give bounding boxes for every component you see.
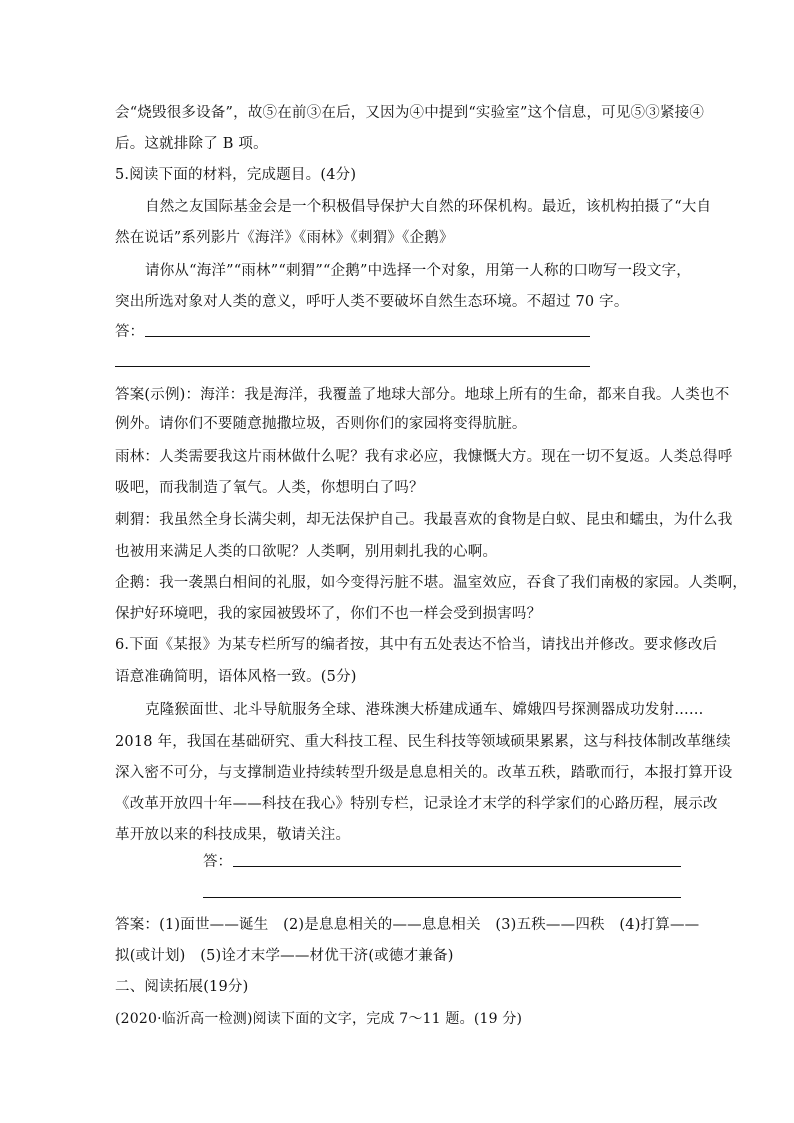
question-6-material: 2018 年，我国在基础研究、重大科技工程、民生科技等领域硕果累累，这与科技体制改革继续 (115, 734, 731, 750)
answer-5-text: 例外。请你们不要随意抛撒垃圾，否则你们的家园将变得肮脏。 (115, 416, 527, 432)
text-line: 后。这就排除了 B 项。 (115, 136, 268, 152)
question-6-material: 深入密不可分，与支撑制造业持续转型升级是息息相关的。改革五秩，踏歌而行，本报打算开设 (115, 765, 733, 781)
answer-5-text: 雨林：人类需要我这片雨林做什么呢？我有求必应，我慷慨大方。现在一切不复返。人类总得呼 (115, 449, 733, 465)
answer-6-text: 拟(或计划) (5)诠才末学——材优干济(或德才兼备) (115, 948, 454, 964)
answer-label: 答： (203, 854, 232, 870)
question-5-material: 然在说话”系列影片《海洋》《雨林》《刺猬》《企鹅》 (115, 230, 454, 246)
question-5-prompt: 请你从“海洋”“雨林”“刺猬”“企鹅”中选择一个对象，用第一人称的口吻写一段文字， (145, 263, 691, 279)
question-6-material: 克隆猴面世、北斗导航服务全球、港珠澳大桥建成通车、嫦娥四号探测器成功发射…… (145, 702, 704, 718)
answer-line (203, 897, 681, 898)
answer-5-text: 也被用来满足人类的口欲呢？人类啊，别用刺扎我的心啊。 (115, 544, 498, 560)
question-5-title: 5.阅读下面的材料，完成题目。(4分) (115, 167, 357, 183)
answer-5-text: 刺猬：我虽然全身长满尖刺，却无法保护自己。我最喜欢的食物是白蚁、昆虫和蠕虫，为什么我 (115, 512, 733, 528)
question-6-material: 革开放以来的科技成果，敬请关注。 (115, 827, 351, 843)
answer-6-text: 答案：(1)面世——诞生 (2)是息息相关的——息息相关 (3)五秩——四秩 (4)打算—— (115, 917, 700, 933)
question-5-prompt: 突出所选对象对人类的意义，呼吁人类不要破坏自然生态环境。不超过 70 字。 (115, 294, 629, 310)
answer-5-text: 企鹅：我一袭黑白相间的礼服，如今变得污脏不堪。温室效应，吞食了我们南极的家园。人类啊， (115, 575, 748, 591)
answer-line (145, 336, 590, 337)
answer-5-text: 吸吧，而我制造了氧气。人类，你想明白了吗？ (115, 480, 424, 496)
answer-5-text: 保护好环境吧，我的家园被毁坏了，你们不也一样会受到损害吗？ (115, 606, 542, 622)
answer-label: 答： (115, 324, 144, 340)
question-6-title: 6.下面《某报》为某专栏所写的编者按，其中有五处表达不恰当，请找出并修改。要求修改后 (115, 637, 718, 653)
answer-5-text: 答案(示例)：海洋：我是海洋，我覆盖了地球大部分。地球上所有的生命，都来自我。人类也不 (115, 387, 730, 403)
question-5-material: 自然之友国际基金会是一个积极倡导保护大自然的环保机构。最近，该机构拍摄了“大自 (145, 199, 712, 215)
answer-line (233, 866, 681, 867)
section-2-title: 二、阅读拓展(19分) (115, 979, 249, 995)
answer-line (115, 366, 590, 367)
question-6-material: 《改革开放四十年——科技在我心》特别专栏，记录诠才末学的科学家们的心路历程，展示改 (115, 796, 718, 812)
question-6-title: 语意准确简明，语体风格一致。(5分) (115, 669, 357, 685)
text-line: 会“烧毁很多设备”，故⑤在前③在后，又因为④中提到“实验室”这个信息，可见⑤③紧接④ (115, 105, 705, 121)
section-2-intro: (2020·临沂高一检测)阅读下面的文字，完成 7～11 题。(19 分) (115, 1011, 523, 1027)
